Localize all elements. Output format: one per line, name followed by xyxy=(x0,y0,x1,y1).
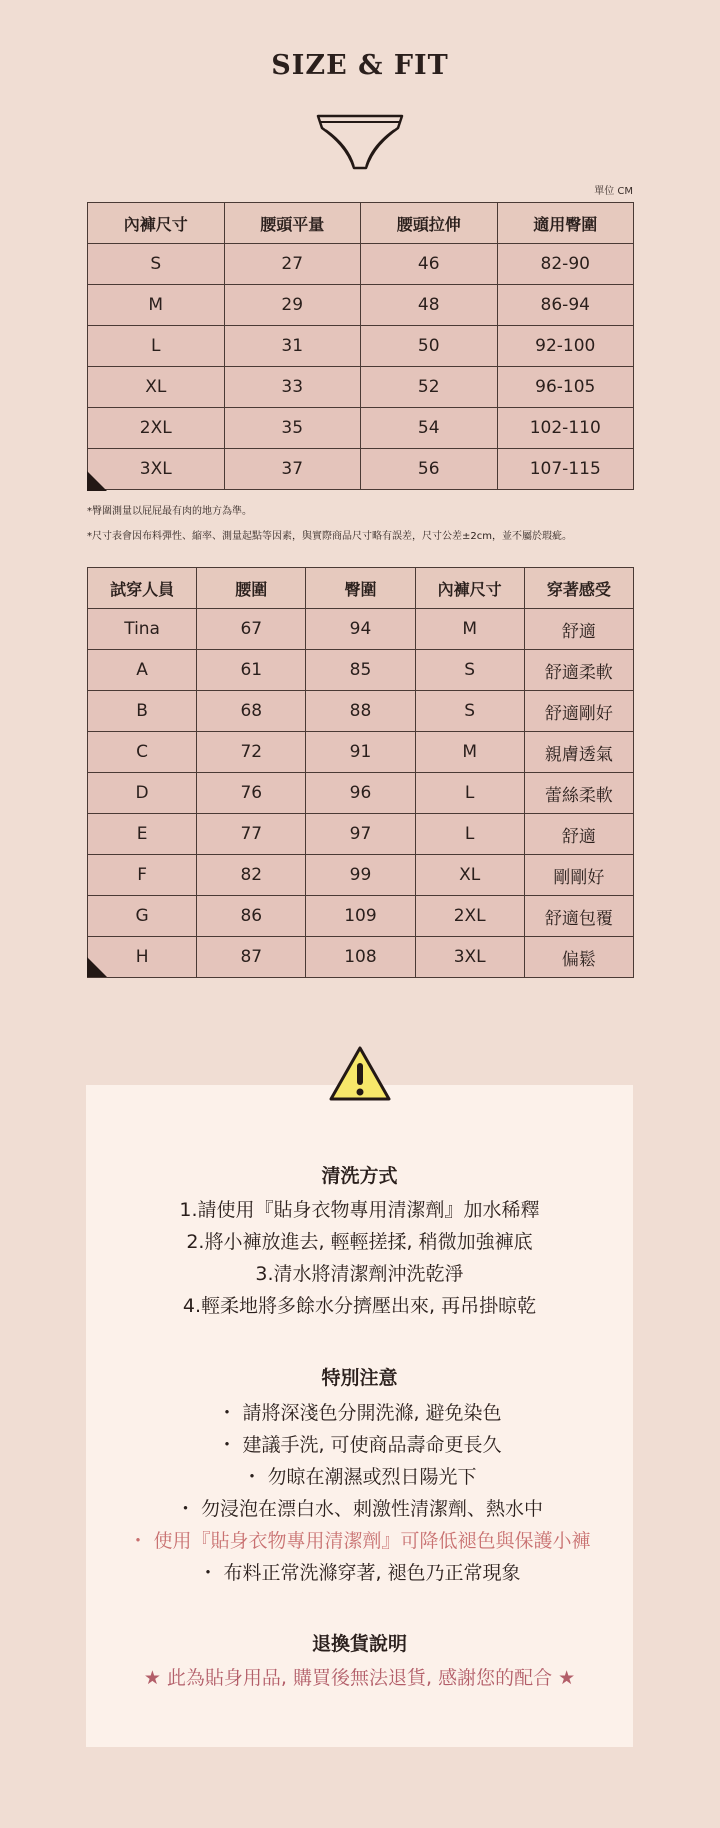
fit-table-body xyxy=(88,609,634,978)
fit-table xyxy=(87,567,634,978)
table-cell: 舒適柔軟 xyxy=(524,650,633,691)
table-row xyxy=(88,691,634,732)
table-row xyxy=(88,609,634,650)
notice-item-highlight: ・ 使用『貼身衣物專用清潔劑』可降低褪色與保護小褲 xyxy=(128,1530,591,1552)
column-header: 腰圍 xyxy=(197,568,306,609)
table-cell: 親膚透氣 xyxy=(524,732,633,773)
tolerance-note: *尺寸表會因布料彈性、縮率、測量起點等因素，與實際商品尺寸略有誤差，尺寸公差±2cm，並不屬於瑕疵。 xyxy=(87,531,572,542)
table-cell: XL xyxy=(415,855,524,896)
table-cell: 3XL xyxy=(88,449,225,490)
table-cell: 54 xyxy=(361,408,498,449)
table-cell: 109 xyxy=(306,896,415,937)
table-cell: 舒適包覆 xyxy=(524,896,633,937)
table-row xyxy=(88,814,634,855)
fit-table-header xyxy=(88,568,634,609)
table-cell: F xyxy=(88,855,197,896)
notice-item: ・ 建議手洗, 可使商品壽命更長久 xyxy=(217,1434,502,1456)
column-header: 內褲尺寸 xyxy=(415,568,524,609)
wash-title: 清洗方式 xyxy=(321,1165,398,1187)
briefs-icon xyxy=(314,112,406,174)
table-cell: 56 xyxy=(361,449,498,490)
table-row xyxy=(88,896,634,937)
return-text: ★ 此為貼身用品, 購買後無法退貨, 感謝您的配合 ★ xyxy=(143,1667,576,1689)
wash-step: 2.將小褲放進去, 輕輕搓揉, 稍微加強褲底 xyxy=(186,1231,533,1253)
unit-label: 單位 CM xyxy=(594,186,633,197)
size-table xyxy=(87,202,634,490)
table-cell: 82-90 xyxy=(497,244,634,285)
table-cell: Tina xyxy=(88,609,197,650)
table-cell: G xyxy=(88,896,197,937)
table-cell: 50 xyxy=(361,326,498,367)
notice-title: 特別注意 xyxy=(321,1367,398,1389)
table-cell: E xyxy=(88,814,197,855)
table-cell: 86 xyxy=(197,896,306,937)
table-cell: B xyxy=(88,691,197,732)
warning-icon xyxy=(328,1045,392,1102)
table-cell: 3XL xyxy=(415,937,524,978)
wash-step: 1.請使用『貼身衣物專用清潔劑』加水稀釋 xyxy=(179,1199,540,1221)
table-row xyxy=(88,326,634,367)
table-cell: 舒適 xyxy=(524,609,633,650)
column-header: 穿著感受 xyxy=(524,568,633,609)
table-row xyxy=(88,855,634,896)
table-cell: S xyxy=(415,691,524,732)
table-cell: 46 xyxy=(361,244,498,285)
table-cell: 97 xyxy=(306,814,415,855)
table-cell: 72 xyxy=(197,732,306,773)
table-row xyxy=(88,367,634,408)
column-header: 臀圍 xyxy=(306,568,415,609)
table-cell: 77 xyxy=(197,814,306,855)
table-cell: 82 xyxy=(197,855,306,896)
table-cell: 剛剛好 xyxy=(524,855,633,896)
table-cell: 85 xyxy=(306,650,415,691)
table-row xyxy=(88,773,634,814)
table-cell: 舒適 xyxy=(524,814,633,855)
fit-table-corner-mark xyxy=(87,957,107,977)
size-table-corner-mark xyxy=(87,471,107,491)
table-row xyxy=(88,244,634,285)
table-cell: 68 xyxy=(197,691,306,732)
table-cell: 96 xyxy=(306,773,415,814)
table-cell: 37 xyxy=(224,449,361,490)
table-cell: H xyxy=(88,937,197,978)
notice-item: ・ 勿浸泡在漂白水、刺激性清潔劑、熱水中 xyxy=(175,1498,544,1520)
table-cell: L xyxy=(88,326,225,367)
table-cell: 88 xyxy=(306,691,415,732)
table-cell: 舒適剛好 xyxy=(524,691,633,732)
column-header: 腰頭平量 xyxy=(224,203,361,244)
table-cell: M xyxy=(415,609,524,650)
table-cell: 102-110 xyxy=(497,408,634,449)
wash-step: 4.輕柔地將多餘水分擠壓出來, 再吊掛晾乾 xyxy=(182,1295,537,1317)
table-cell: 87 xyxy=(197,937,306,978)
table-cell: 27 xyxy=(224,244,361,285)
table-cell: S xyxy=(415,650,524,691)
page-title: SIZE & FIT xyxy=(271,50,449,81)
table-row xyxy=(88,937,634,978)
table-cell: 偏鬆 xyxy=(524,937,633,978)
table-cell: 2XL xyxy=(415,896,524,937)
hip-note: *臀圍測量以屁屁最有肉的地方為準。 xyxy=(87,506,252,517)
table-cell: 61 xyxy=(197,650,306,691)
column-header: 腰頭拉伸 xyxy=(361,203,498,244)
table-cell: C xyxy=(88,732,197,773)
table-row xyxy=(88,449,634,490)
table-cell: 108 xyxy=(306,937,415,978)
table-cell: 92-100 xyxy=(497,326,634,367)
wash-step: 3.清水將清潔劑沖洗乾淨 xyxy=(255,1263,464,1285)
table-cell: A xyxy=(88,650,197,691)
table-cell: 96-105 xyxy=(497,367,634,408)
table-cell: M xyxy=(415,732,524,773)
table-cell: 86-94 xyxy=(497,285,634,326)
notice-item: ・ 布料正常洗滌穿著, 褪色乃正常現象 xyxy=(198,1562,521,1584)
table-row xyxy=(88,408,634,449)
column-header: 適用臀圍 xyxy=(497,203,634,244)
column-header: 試穿人員 xyxy=(88,568,197,609)
table-cell: 91 xyxy=(306,732,415,773)
table-cell: 蕾絲柔軟 xyxy=(524,773,633,814)
notice-item: ・ 請將深淺色分開洗滌, 避免染色 xyxy=(217,1402,502,1424)
table-row xyxy=(88,650,634,691)
care-card xyxy=(86,1085,633,1747)
table-cell: 2XL xyxy=(88,408,225,449)
table-cell: 99 xyxy=(306,855,415,896)
table-cell: 52 xyxy=(361,367,498,408)
table-cell: 29 xyxy=(224,285,361,326)
size-table-body xyxy=(88,244,634,490)
table-cell: M xyxy=(88,285,225,326)
table-cell: L xyxy=(415,814,524,855)
table-cell: 67 xyxy=(197,609,306,650)
table-row xyxy=(88,285,634,326)
table-cell: 76 xyxy=(197,773,306,814)
table-cell: 94 xyxy=(306,609,415,650)
table-cell: 107-115 xyxy=(497,449,634,490)
table-cell: 48 xyxy=(361,285,498,326)
notice-item: ・ 勿晾在潮濕或烈日陽光下 xyxy=(242,1466,477,1488)
table-cell: 35 xyxy=(224,408,361,449)
table-cell: D xyxy=(88,773,197,814)
table-cell: 33 xyxy=(224,367,361,408)
table-cell: L xyxy=(415,773,524,814)
size-table-header xyxy=(88,203,634,244)
table-row xyxy=(88,732,634,773)
table-cell: 31 xyxy=(224,326,361,367)
table-cell: S xyxy=(88,244,225,285)
column-header: 內褲尺寸 xyxy=(88,203,225,244)
table-cell: XL xyxy=(88,367,225,408)
return-title: 退換貨說明 xyxy=(311,1633,407,1655)
